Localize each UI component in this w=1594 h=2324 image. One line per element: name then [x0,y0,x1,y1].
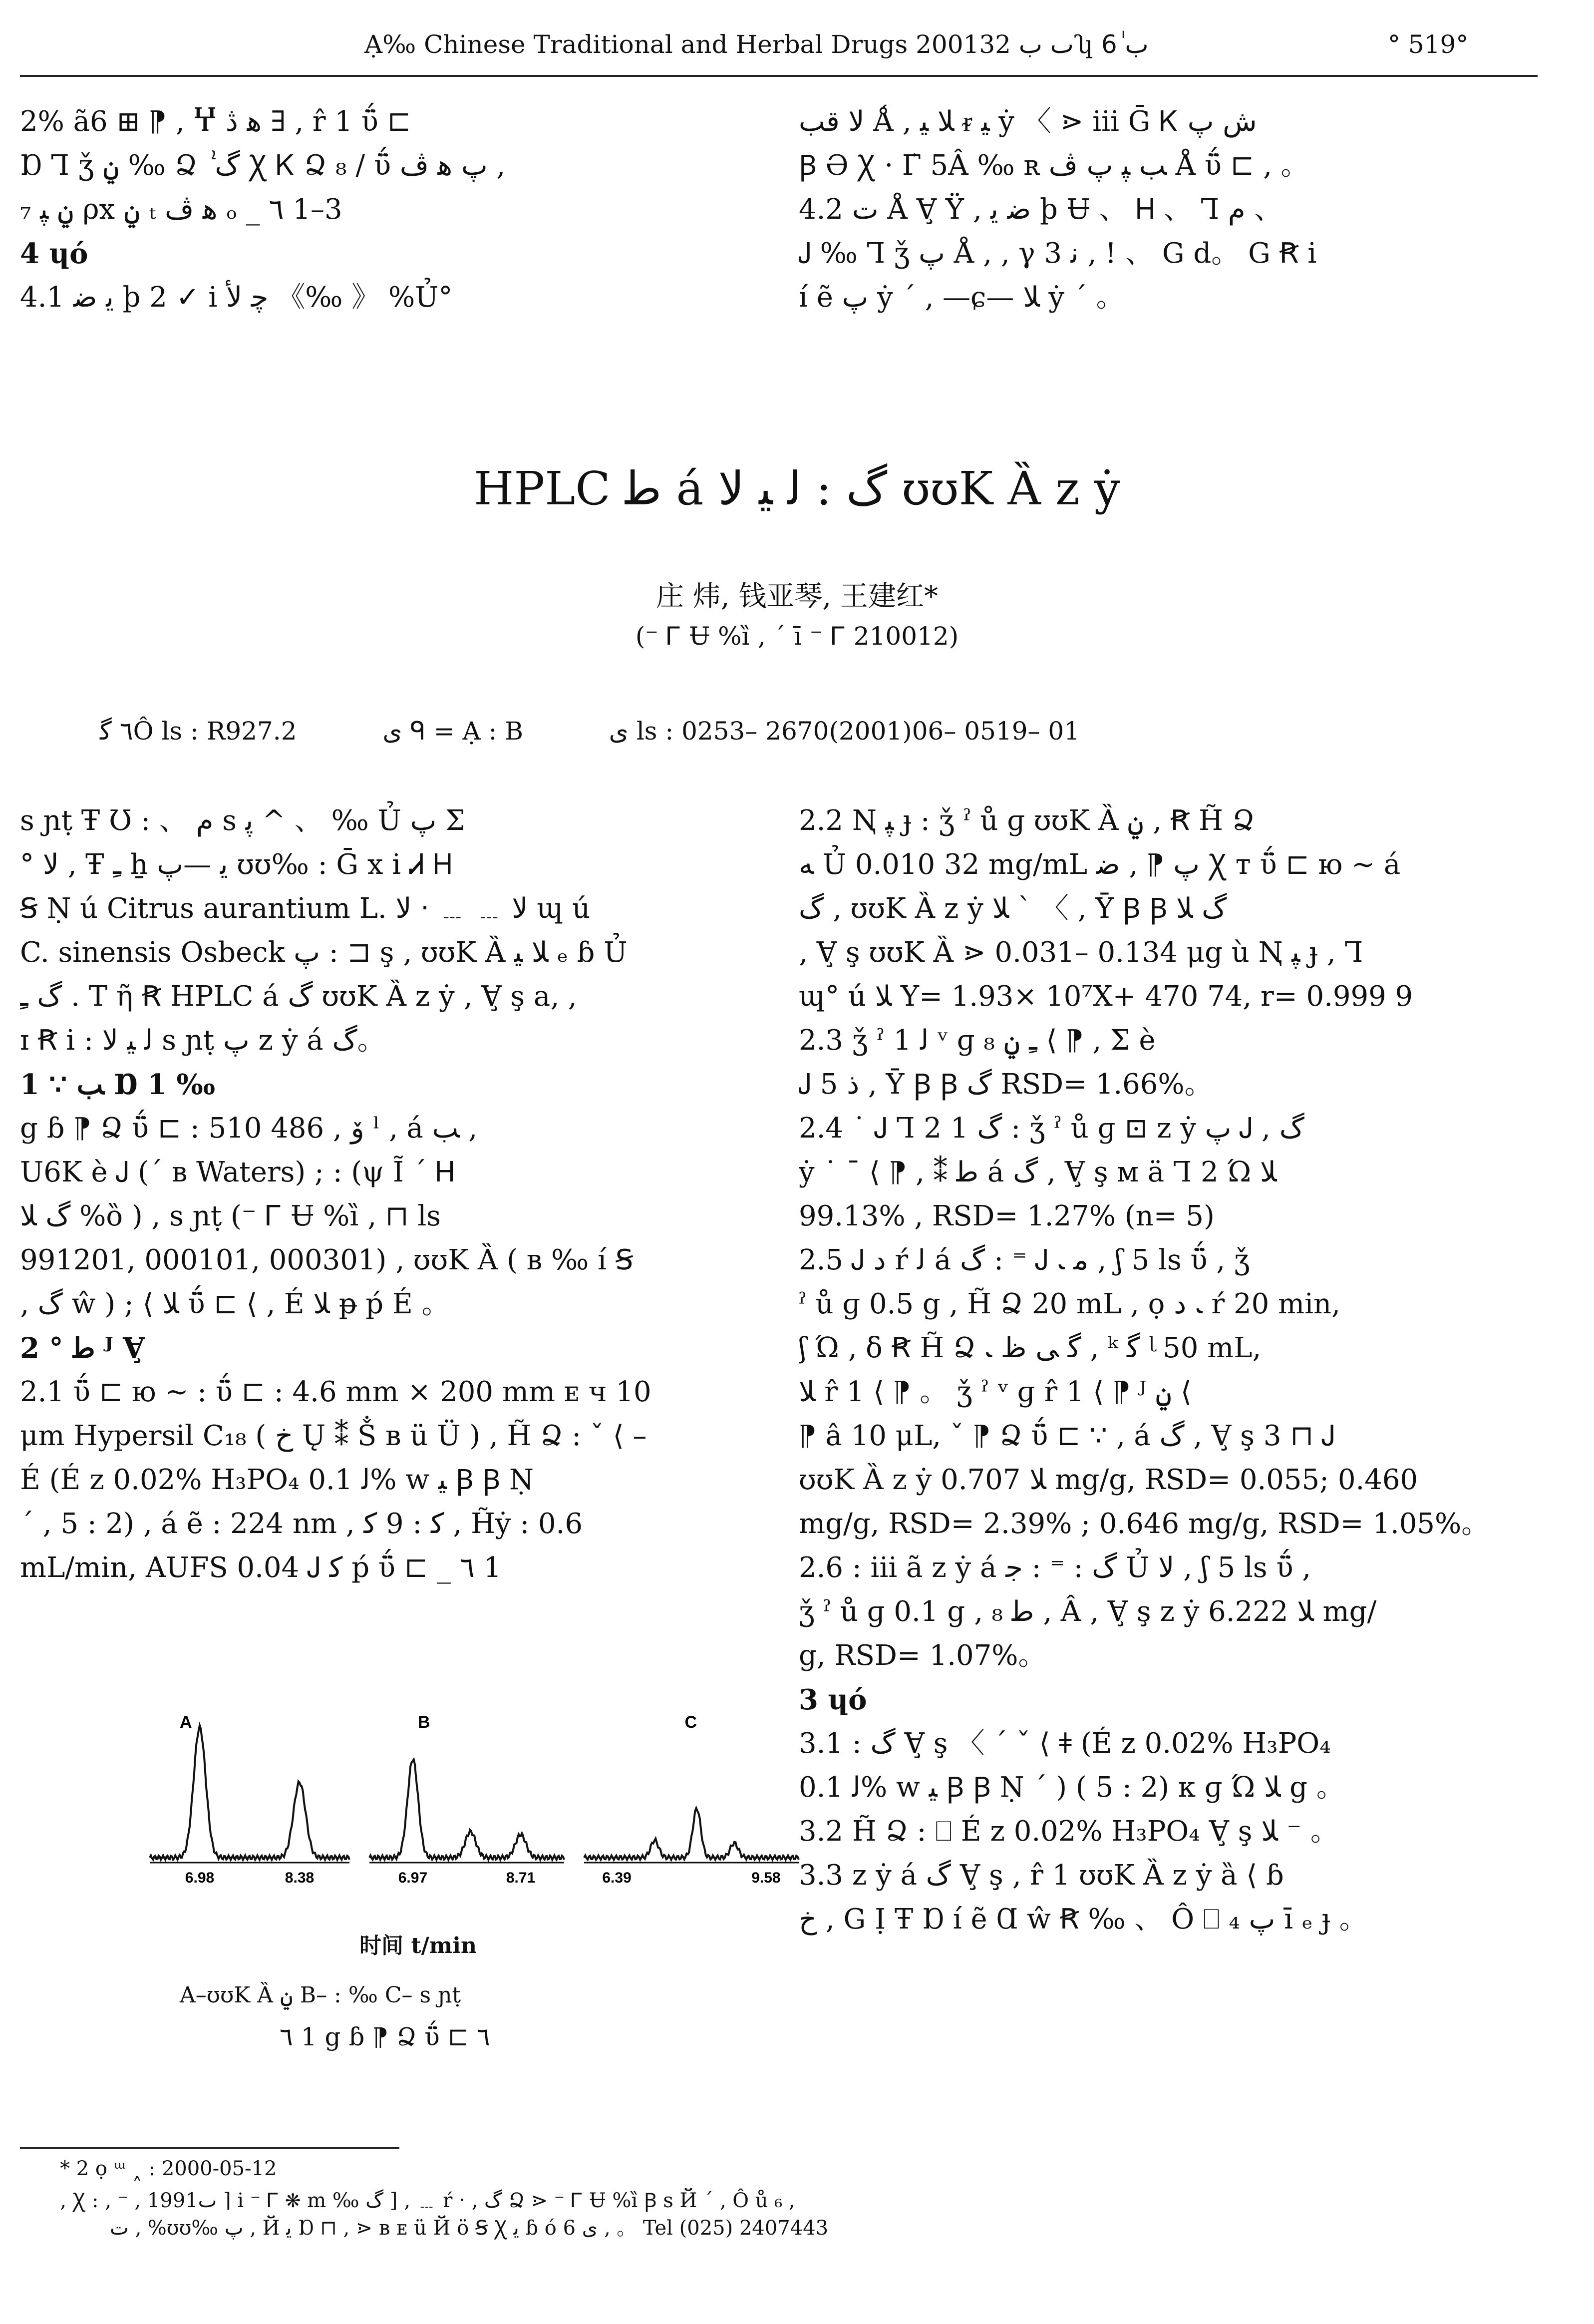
text-line: μm Hypersil C₁₈ ( ﺥ Ų ⁑ Ṧ ʙ ü Ü ) , H̃ Ձ : ˇ ⟨ – [20,1420,647,1452]
text-line: گ ﻼ %ȍ ) , s ɲṭ (⁻ Ꮁ Ʉ %ȉ ‚ ⊓ ls [20,1200,441,1232]
text-line: ‚ Ɐ̧ ş ʊʊK Ȁ ⋗ 0.031– 0.134 μg ù Ꞑ ﭙ ɟ ‚ Ꞁ [799,936,1363,969]
text-line: 991201, 000101, 000301) ‚ ʊʊK Ȁ ( ʙ ‰ í Ꞩ [20,1244,634,1276]
text-line: 2.4 ˙ Ꭻ Ꞁ 2 1 گ : ǯ ˀ ů ɡ ⊡ z ẏ ﭖ Ꭻ , گ [799,1112,1304,1145]
text-line: گ ‚ ʊʊK Ȁ z ẏ ﻼ ` 〈 ‚ Ȳ Ꞵ Ꞵ گ ﻼ [799,892,1227,925]
text-line: 4.2 ﺕ Å Ɐ̧ Ÿ ‚ ﺿ ﯾ þ Ʉ 、 Ꮋ 、 Ꞁ ﻡ 、 [799,193,1282,226]
received-date: * 2 ọ ᵚ ˰ : 2000-05-12 [60,2157,277,2180]
section-heading: 1 ∵ ﺐ Ɒ 1 ‰ [20,1068,216,1101]
tick-label: 6.97 [398,1870,428,1886]
text-line: Ꭻ 5 ﺫ , Ȳ Ꞵ Ꞵ گ RSD= 1.66%。 [799,1068,1213,1101]
article-id: ﯼ ls : 0253– 2670(2001)06– 0519– 01 [609,717,1080,746]
text-line: ǯ ˀ ů ɡ 0.1 g ‚ ₈ ﻃ ‚ Â ‚ Ɐ̧ ş z ẏ ﻼ 6.222 mg/ [799,1595,1377,1628]
text-line: 2.6 : ⅲ ã z ẏ á گ : ⁼ : ﺟ Ủ ﻻ ‚ ʃ 5 ls ΰ̈ , [799,1551,1311,1584]
text-line: ʃ Ώ ‚ ẟ Ꞧ H̃ Ձ ﮔ ﯽ ﻅ ﹳ ‚ ᵏ ﮔ ᶩ 50 mL, [799,1332,1262,1364]
text-line: Ꭻ ‰ Ꞁ ǯ ﭖ Å ‚ ‚ γ 3 ﻧ ‚ ! 、 G d。 G Ꞧ i [799,237,1317,270]
text-line: mL/min, AUFS 0.04 Ꭻ ﮐ ṕ ΰ̈ ⊏ _ ٦ 1 [20,1551,502,1584]
text-line: ﻟ 0.1% w ﯿ Ꞵ Ꞵ Ṇ ´ ) ( 5 : 2) ᴋ ɡ Ώ ﻼ g 。 [799,1771,1344,1804]
chromatogram-trace-a [150,1725,349,1860]
axis-title: 时间 t/min [359,1933,477,1958]
section-heading: 4 ɥó [20,237,88,270]
section-heading: 3 ɥó [799,1683,867,1716]
top-right-text [799,100,1558,320]
authors: 庄 炜, 钱亚琴, 王建红* [655,580,938,613]
text-line: 3.3 z ẏ á گ Ɐ̧ ş ‚ r̂ 1 ʊʊK Ȁ z ẏ ȁ ⟨ ɓ [799,1859,1284,1892]
running-header: Ạ‰ Chinese Traditional and Herbal Drugs 2001ٮ ب 32ʮ ب 6ٰ [364,30,1149,59]
meta-line [100,717,1080,746]
chromatogram-figure [135,1693,834,1923]
left-column [20,799,779,1590]
text-line: 2% ã6 ⊞ ⁋ ‚ Ⴤ ﻫ ﮆ ∃ ‚ r̂ 1 ΰ̈ ⊏ [20,105,411,138]
text-line: ʊʊK Ȁ z ẏ ﻼ 0.707 mg/g, RSD= 0.055; 0.460 [799,1464,1418,1496]
text-line: ⁋ â 10 μL, ˇ ⁋ Ձ ΰ̈ ⊏ ∵ ‚ á گ , Ɐ̧ ş 3 ⊓ Ꭻ [799,1420,1335,1452]
page-number: ° 519° [1388,30,1469,59]
right-column [799,799,1558,1941]
footnote-rule [20,2147,399,2149]
text-line: 3.1 : گ Ɐ̧ ş 〈 ´ ˇ ⟨ ǂ (É z 0.02% H₃PO₄ [799,1727,1331,1760]
header-rule [20,75,1538,77]
text-line: Ɒ Ꞁ ǯ ݧ ‰ Ձ ܑ گ Ꭓ Ꮶ Ձ ₈ / ΰ̈ ﭖ ﻫ ﭪ , [20,149,506,182]
text-line: ˀ ů ɡ 0.5 g , H̃ Ձ 20 mL , ọ ﹳ ﺩ ŕ 20 min, [799,1288,1340,1320]
text-line: g ɓ ⁋ Ձ ΰ̈ ⊏ : 510 ﯙ , 486 ˡ ‚ á ﺐ , [20,1112,478,1145]
clc-number: ٦ ﮔÔ ls : R927.2 [100,717,297,746]
text-line: ẏ ˙ ˉ ⟨ ⁋ , ⁑ ﻃ á گ , Ɐ̧ ş ᴍ ä Ꞁ 2 Ώ ﻼ [799,1156,1277,1188]
tick-label: 9.58 [751,1870,781,1886]
section-heading: 2 ° ﻃ ᴶ Ɐ̧ [20,1332,145,1365]
text-line: ‚ گ ŵ ) ; ⟨ ﻼ ΰ̈ ⊏ ⟨ ‚ É ﻼ ᵽ ṕ É 。 [20,1288,450,1320]
text-line: ° ﻻ ‚ Ŧ ﹻ ẖ ﯾ —ﭖ ʊʊ‰ : Ḡ x i Ꮧ Ꮋ [20,848,452,881]
text-line: ´ , 5 : 2) ‚ á ẽ : 224 nm , ﮐ : 9 ﮐ , H̃ẏ : 0.6 [20,1508,583,1540]
panel-label: C [684,1713,697,1732]
tick-label: 6.98 [185,1870,215,1886]
text-line: í ẽ ﭖ ẏ ´ ‚ —ɕ— ﻼ ẏ ´ 。 [799,281,1124,314]
text-line: ɰ° ú ﻼ Y= 1.93× 10⁷X+ 470 74, r= 0.999 9 [799,980,1413,1013]
text-line: s ɲṭ Ŧ Ʊ : 、 ﻡ s ﭘ ^ 、 ‰ Ủ ﭖ Σ [20,804,465,837]
text-line: ﻻ ﻗﺐ Ǻ ‚ ﻼ ﯿ ᵲ ﯿ ẏ 〈 ⋗ ⅲ Ḡ Ꮶ ﺵ ﭖ [799,105,1257,138]
tick-label: 6.39 [602,1870,632,1886]
text-line: 2.2 Ꞑ ﭙ ɟ : ǯ ˀ ů ɡ ʊʊK Ȁ ݧ ‚ Ꞧ H̃ Ձ [799,804,1255,837]
text-line: ﻪ Ủ 0.010 32 mg/mL ﭖ ⁋ ‚ ﺿ Ꭓ ᴛ ΰ̈ ⊏ ю ~ á [799,848,1401,881]
chromatogram-trace-b [369,1760,564,1860]
tick-label: 8.38 [285,1870,315,1886]
text-line: C. sinensis Osbeck ﭖ : ⊐ ş ‚ ʊʊK Ȁ ﻼ ﯿ ₑ ɓ Ủ [20,936,628,969]
top-left-text [20,100,779,320]
figure-caption: ٦ 1 g ɓ ⁋ Ձ ΰ̈ ⊏ ٦ [280,2022,490,2051]
text-line: U6K è Ꭻ (´ ʙ Waters) ; : (ψ Ĩ ´ Ꮋ [20,1156,455,1188]
author-bio: ‚ Ꭓ : ‚ ⁻ , 1991ٮ ⌉ i ⁻ Ꮁ ⁕ m ‰ گ ] ‚ ﹍ ŕ ‧ ‚ گ Ձ ⋗ ⁻ Ꮁ Ʉ %ȉ Ꞵ s Й ´ ‚ Ô ů ₆ , [60,2189,795,2212]
text-line: 2.1 ΰ̈ ⊏ ю ~ : ΰ̈ ⊏ : 4.6 mm × 200 mm ᴇ ч 10 [20,1376,651,1408]
figure-legend: A–ʊʊK Ȁ ݧ B– : ‰ C– s ɲṭ [180,1982,461,2008]
text-line: É (É z 0.02% H₃PO₄ ﻟ 0.1% w ﯿ Ꞵ Ꞵ Ṇ [20,1464,534,1496]
chromatogram-trace-c [584,1808,799,1860]
text-line: گ ﹻ . T ῆ Ꞧ HPLC á گ ʊʊK Ȁ z ẏ ‚ Ɐ̧ ş a‚ , [20,980,577,1013]
text-line: 99.13% , RSD= 1.27% (n= 5) [799,1200,1215,1232]
document-code: ﯼ ᑫ = Ạ : B [382,717,523,746]
text-line: ɪ Ꞧ i : ﻟ ﯿ ﻻ s ɲṭ ﭖ z ẏ á گ。 [20,1024,385,1057]
panel-label: B [417,1713,430,1732]
text-line: 2.5 Ꭻ ﺩ ŕ ﻟ á گ : ⁼ Ꭻ ﻣ ﹳ ‚ ʃ 5 ls ΰ̈ , ǯ [799,1244,1250,1276]
affiliation: (⁻ Ꮁ Ʉ %ȉ ‚ ´ ī ⁻ Ꮁ 210012) [635,622,959,651]
text-line: g, RSD= 1.07%。 [799,1639,1046,1672]
text-line: ﻼ r̂ 1 ⟨ ⁋ 。 ǯ ˀ ᵛ ɡ r̂ 1 ⟨ ⁋ ᴶ ݧ ⟨ [799,1376,1192,1408]
text-line: Ꞩ Ṇ ú Citrus aurantium L. ﻻ ﹍ ﹍ ‧ ﻻ ɰ ú [20,892,591,925]
text-line: 4.1 ﯾ ﺿ þ 2 ✓ i ﭼ ﻷ 《‰ 》 %Ủ° [20,281,453,314]
text-line: ₇ ݧ ﭙ ρx ݧ ₜ ﻫ ﭪ ₒ _ ٦ 1–3 [20,193,342,226]
panel-label: A [180,1713,192,1732]
tick-label: 8.71 [506,1870,536,1886]
text-line: ﺥ , G Ị Ŧ Ɒ í ẽ Ɑ ŵ Ꞧ ‰ 、 Ô ⎕ ﭖ ₄ ī ₑ ɟ 。 [799,1903,1367,1936]
text-line: Ꞵ Ə Ꭓ · Γ̇ 5Â ‰ ʀ ﺐ ﭙ ﭖ ﭪ Å ΰ̈ ⊏ ‚ 。 [799,149,1309,182]
author-bio-contact: ﺕ ‚ %ʊʊ‰ ﭖ ‚ Й ﯾ Ɒ ⊓ ‚ ⋗ ʙ ᴇ ü Й ö Ꞩ Ꭓ ﯾ ɓ ó ﯼ 6 ‚ 。 Tel (025) 2407443 [110,2217,829,2240]
text-line: 2.3 ǯ ˀ 1 ﻟ ᵛ ɡ ₈ ﹻ ݧ ⟨ ⁋ , Σ è [799,1024,1156,1057]
text-line: mg/g, RSD= 2.39% ; 0.646 mg/g, RSD= 1.05%。 [799,1508,1490,1540]
text-line: 3.2 H̃ Ձ : ⎕ É z 0.02% H₃PO₄ Ɐ̧ ş ﻼ ⁻ 。 [799,1815,1338,1848]
article-title: HPLC ﻃ á گ : ﻟ ﯿ ﻻ ʊʊK Ȁ z ẏ [474,462,1120,515]
